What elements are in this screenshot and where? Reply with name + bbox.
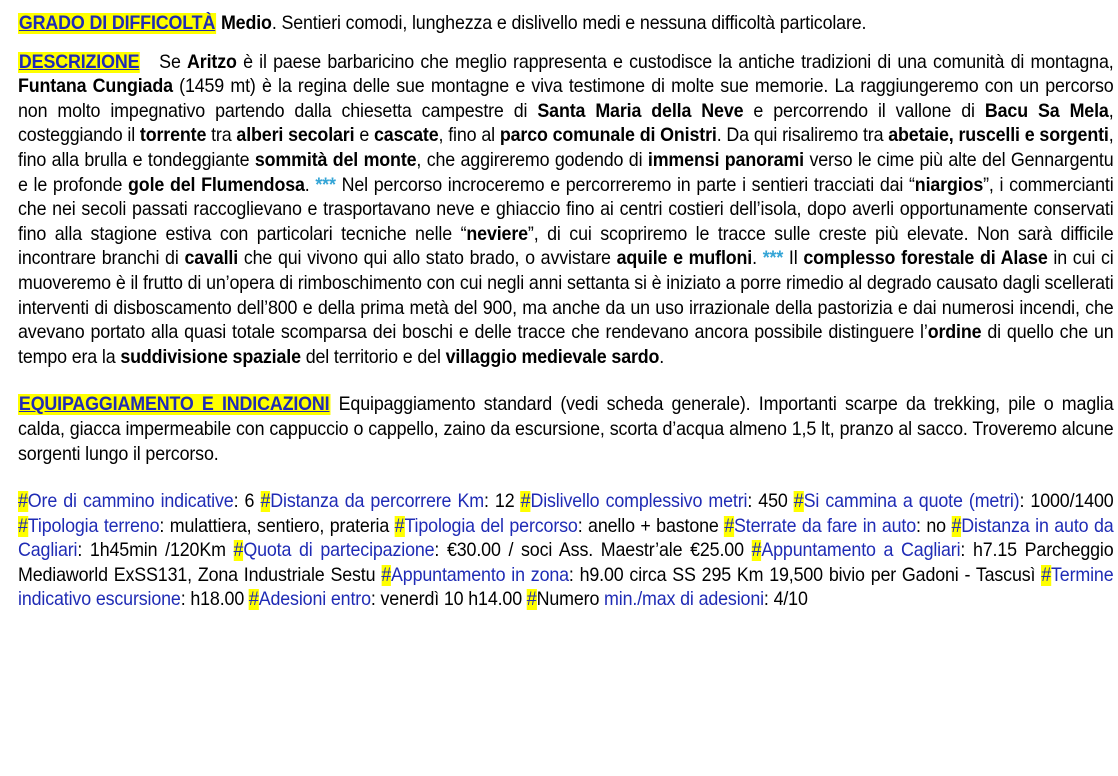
grado-level: Medio <box>220 13 272 34</box>
hash-marker: # <box>260 491 271 513</box>
hash-marker: # <box>526 589 537 611</box>
desc-text: . <box>304 174 316 196</box>
desc-text: verso le cime più alte del Gennargentu e le profonde <box>18 149 1114 196</box>
hash-marker: # <box>18 491 28 513</box>
info-label: Si cammina a quote (metri) <box>803 491 1020 513</box>
desc-bold: villaggio medievale sardo <box>445 346 660 368</box>
hash-marker: # <box>751 540 762 562</box>
desc-text: in cui ci muoveremo è il frutto di un’opera di rimboschimento con cui negli anni settanta si è iniziato a porre rimedio al degrado causato dagli scellerati interventi di disboscamento dell’800 e della prima metà del 900, ma anche da un uso irrazionale della pastorizia e dai numerosi incendi, che avevano portato alla quasi totale scomparsa dei boschi e delle tracce che rendevano ancora possibile distinguere l’ <box>18 248 1114 344</box>
desc-text: , fino al <box>438 125 500 147</box>
descrizione-heading: DESCRIZIONE <box>18 51 140 73</box>
desc-bold: Aritzo <box>187 51 237 73</box>
info-value: : 6 <box>233 491 261 513</box>
info-label: Tipologia terreno <box>27 515 160 537</box>
info-label: Distanza in auto da Cagliari <box>18 515 1114 562</box>
desc-text: , costeggiando il <box>18 100 1114 147</box>
info-value: : mulattiera, sentiero, prateria <box>159 515 395 537</box>
desc-text: . <box>752 248 763 270</box>
hash-marker: # <box>1041 564 1052 586</box>
desc-bold: Santa Maria della Neve <box>537 100 744 122</box>
desc-text: è il paese barbaricino che meglio rappresenta e custodisce la antiche tradizioni di una comunità di montagna, <box>236 51 1114 73</box>
desc-text: tra <box>206 125 237 147</box>
info-label: Ore di cammino indicative <box>27 491 234 513</box>
hash-marker: # <box>724 515 735 537</box>
hash-marker: # <box>520 491 531 513</box>
info-label: Dislivello complessivo metri <box>530 491 748 513</box>
equipaggiamento-paragraph <box>18 393 1114 467</box>
info-text: Numero <box>536 589 605 611</box>
info-value: : 1h45min /120Km <box>77 540 234 562</box>
desc-bold: cavalli <box>184 248 239 270</box>
desc-text: di quello che un tempo era la <box>18 322 1114 368</box>
info-value: : h18.00 <box>180 589 249 611</box>
separator-stars: *** <box>762 248 784 270</box>
info-paragraph <box>18 490 1114 613</box>
hash-marker: # <box>233 540 244 562</box>
desc-text: (1459 mt) è la regina delle sue montagne e viva testimone di molte sue memorie. La raggiungeremo con un percorso non molto impegnativo partendo dalla chiesetta campestre di <box>18 76 1114 122</box>
grado-heading: GRADO DI DIFFICOLTÀ <box>18 13 216 34</box>
desc-bold: gole del Flumendosa <box>128 174 305 196</box>
grado-text: . Sentieri comodi, lunghezza e dislivello medi e nessuna difficoltà particolare. <box>271 13 867 34</box>
info-value: : €30.00 / soci Ass. Maestr’ale €25.00 <box>434 540 752 562</box>
desc-bold: Funtana Cungiada <box>18 76 173 98</box>
spacer <box>18 467 1110 490</box>
desc-text: . <box>659 346 665 368</box>
desc-text: , che aggireremo godendo di <box>416 149 648 171</box>
info-label: Termine indicativo escursione <box>18 564 1114 611</box>
descrizione-paragraph <box>18 51 1114 371</box>
desc-text: Nel percorso incroceremo e percorreremo in parte i sentieri tracciati dai “ <box>335 174 915 196</box>
desc-bold: Bacu Sa Mela <box>984 100 1109 122</box>
equipaggiamento-heading: EQUIPAGGIAMENTO E INDICAZIONI <box>18 394 330 416</box>
desc-text: . Da qui risaliremo tra <box>716 125 889 147</box>
info-value: : 450 <box>747 491 794 513</box>
info-value: : 1000/1400 <box>1019 491 1114 513</box>
info-value: : 12 <box>483 491 521 513</box>
hash-marker: # <box>381 564 392 586</box>
info-label: Sterrate da fare in auto <box>734 515 917 537</box>
desc-bold: complesso forestale di Alase <box>803 248 1048 270</box>
info-label: Quota di partecipazione <box>243 540 435 562</box>
info-label: min./max di adesioni <box>604 589 764 611</box>
info-value: : h9.00 circa SS 295 Km 19,500 bivio per Gadoni - Tascusì <box>568 564 1042 586</box>
hash-marker: # <box>18 515 28 537</box>
desc-bold: ordine <box>927 322 982 344</box>
desc-bold: cascate <box>374 125 439 147</box>
hash-marker: # <box>793 491 804 513</box>
desc-bold: immensi panorami <box>647 149 804 171</box>
hash-marker: # <box>248 589 259 611</box>
desc-text: ”, i commercianti che nei secoli passati raccoglievano e trasportavano neve e ghiaccio fino ai centri costieri dell’isola, dopo averli opportunamente conservati fino alla stagione estiva con particolari tecniche nelle “ <box>18 174 1114 245</box>
info-value: : no <box>916 515 952 537</box>
desc-text: che qui vivono qui allo stato brado, o avvistare <box>238 248 617 270</box>
desc-bold: sommità del monte <box>254 149 417 171</box>
info-label: Appuntamento in zona <box>391 564 569 586</box>
desc-text: Se <box>159 51 188 73</box>
desc-bold: suddivisione spaziale <box>120 346 301 368</box>
hash-marker: # <box>394 515 405 537</box>
grado-paragraph <box>18 12 1114 37</box>
info-value: : anello + bastone <box>577 515 725 537</box>
info-label: Adesioni entro <box>258 589 371 611</box>
desc-bold: parco comunale di Onistri <box>499 125 717 147</box>
desc-bold: neviere <box>466 223 528 245</box>
desc-bold: aquile e mufloni <box>616 248 753 270</box>
desc-bold: torrente <box>139 125 207 147</box>
desc-bold: niargios <box>914 174 984 196</box>
info-label: Appuntamento a Cagliari <box>761 540 961 562</box>
desc-text: del territorio e del <box>300 346 446 368</box>
equipaggiamento-text: Equipaggiamento standard (vedi scheda generale). Importanti scarpe da trekking, pile o maglia calda, giacca impermeabile con cappuccio o cappello, zaino da escursione, scorta d’acqua almeno 1,5 lt, pranzo al sacco. Troveremo alcune sorgenti lungo il percorso. <box>18 394 1114 465</box>
desc-text: ”, di cui scopriremo le tracce sulle creste più elevate. Non sarà difficile incontrare branchi di <box>18 223 1114 270</box>
info-value: : h7.15 Parcheggio Mediaworld ExSS131, Zona Industriale Sestu <box>18 540 1114 586</box>
desc-text: e <box>354 125 375 147</box>
hash-marker: # <box>951 515 962 537</box>
desc-text: , fino alla brulla e tondeggiante <box>18 125 1114 171</box>
separator-stars: *** <box>315 174 336 196</box>
spacer <box>18 370 1110 393</box>
info-value: : 4/10 <box>763 589 808 611</box>
desc-text: Il <box>783 248 804 270</box>
info-label: Tipologia del percorso <box>404 515 578 537</box>
desc-text: e percorrendo il vallone di <box>743 100 985 122</box>
info-value: : venerdì 10 h14.00 <box>370 589 527 611</box>
info-label: Distanza da percorrere Km <box>270 491 484 513</box>
desc-bold: abetaie, ruscelli e sorgenti <box>888 125 1109 147</box>
desc-bold: alberi secolari <box>236 125 355 147</box>
